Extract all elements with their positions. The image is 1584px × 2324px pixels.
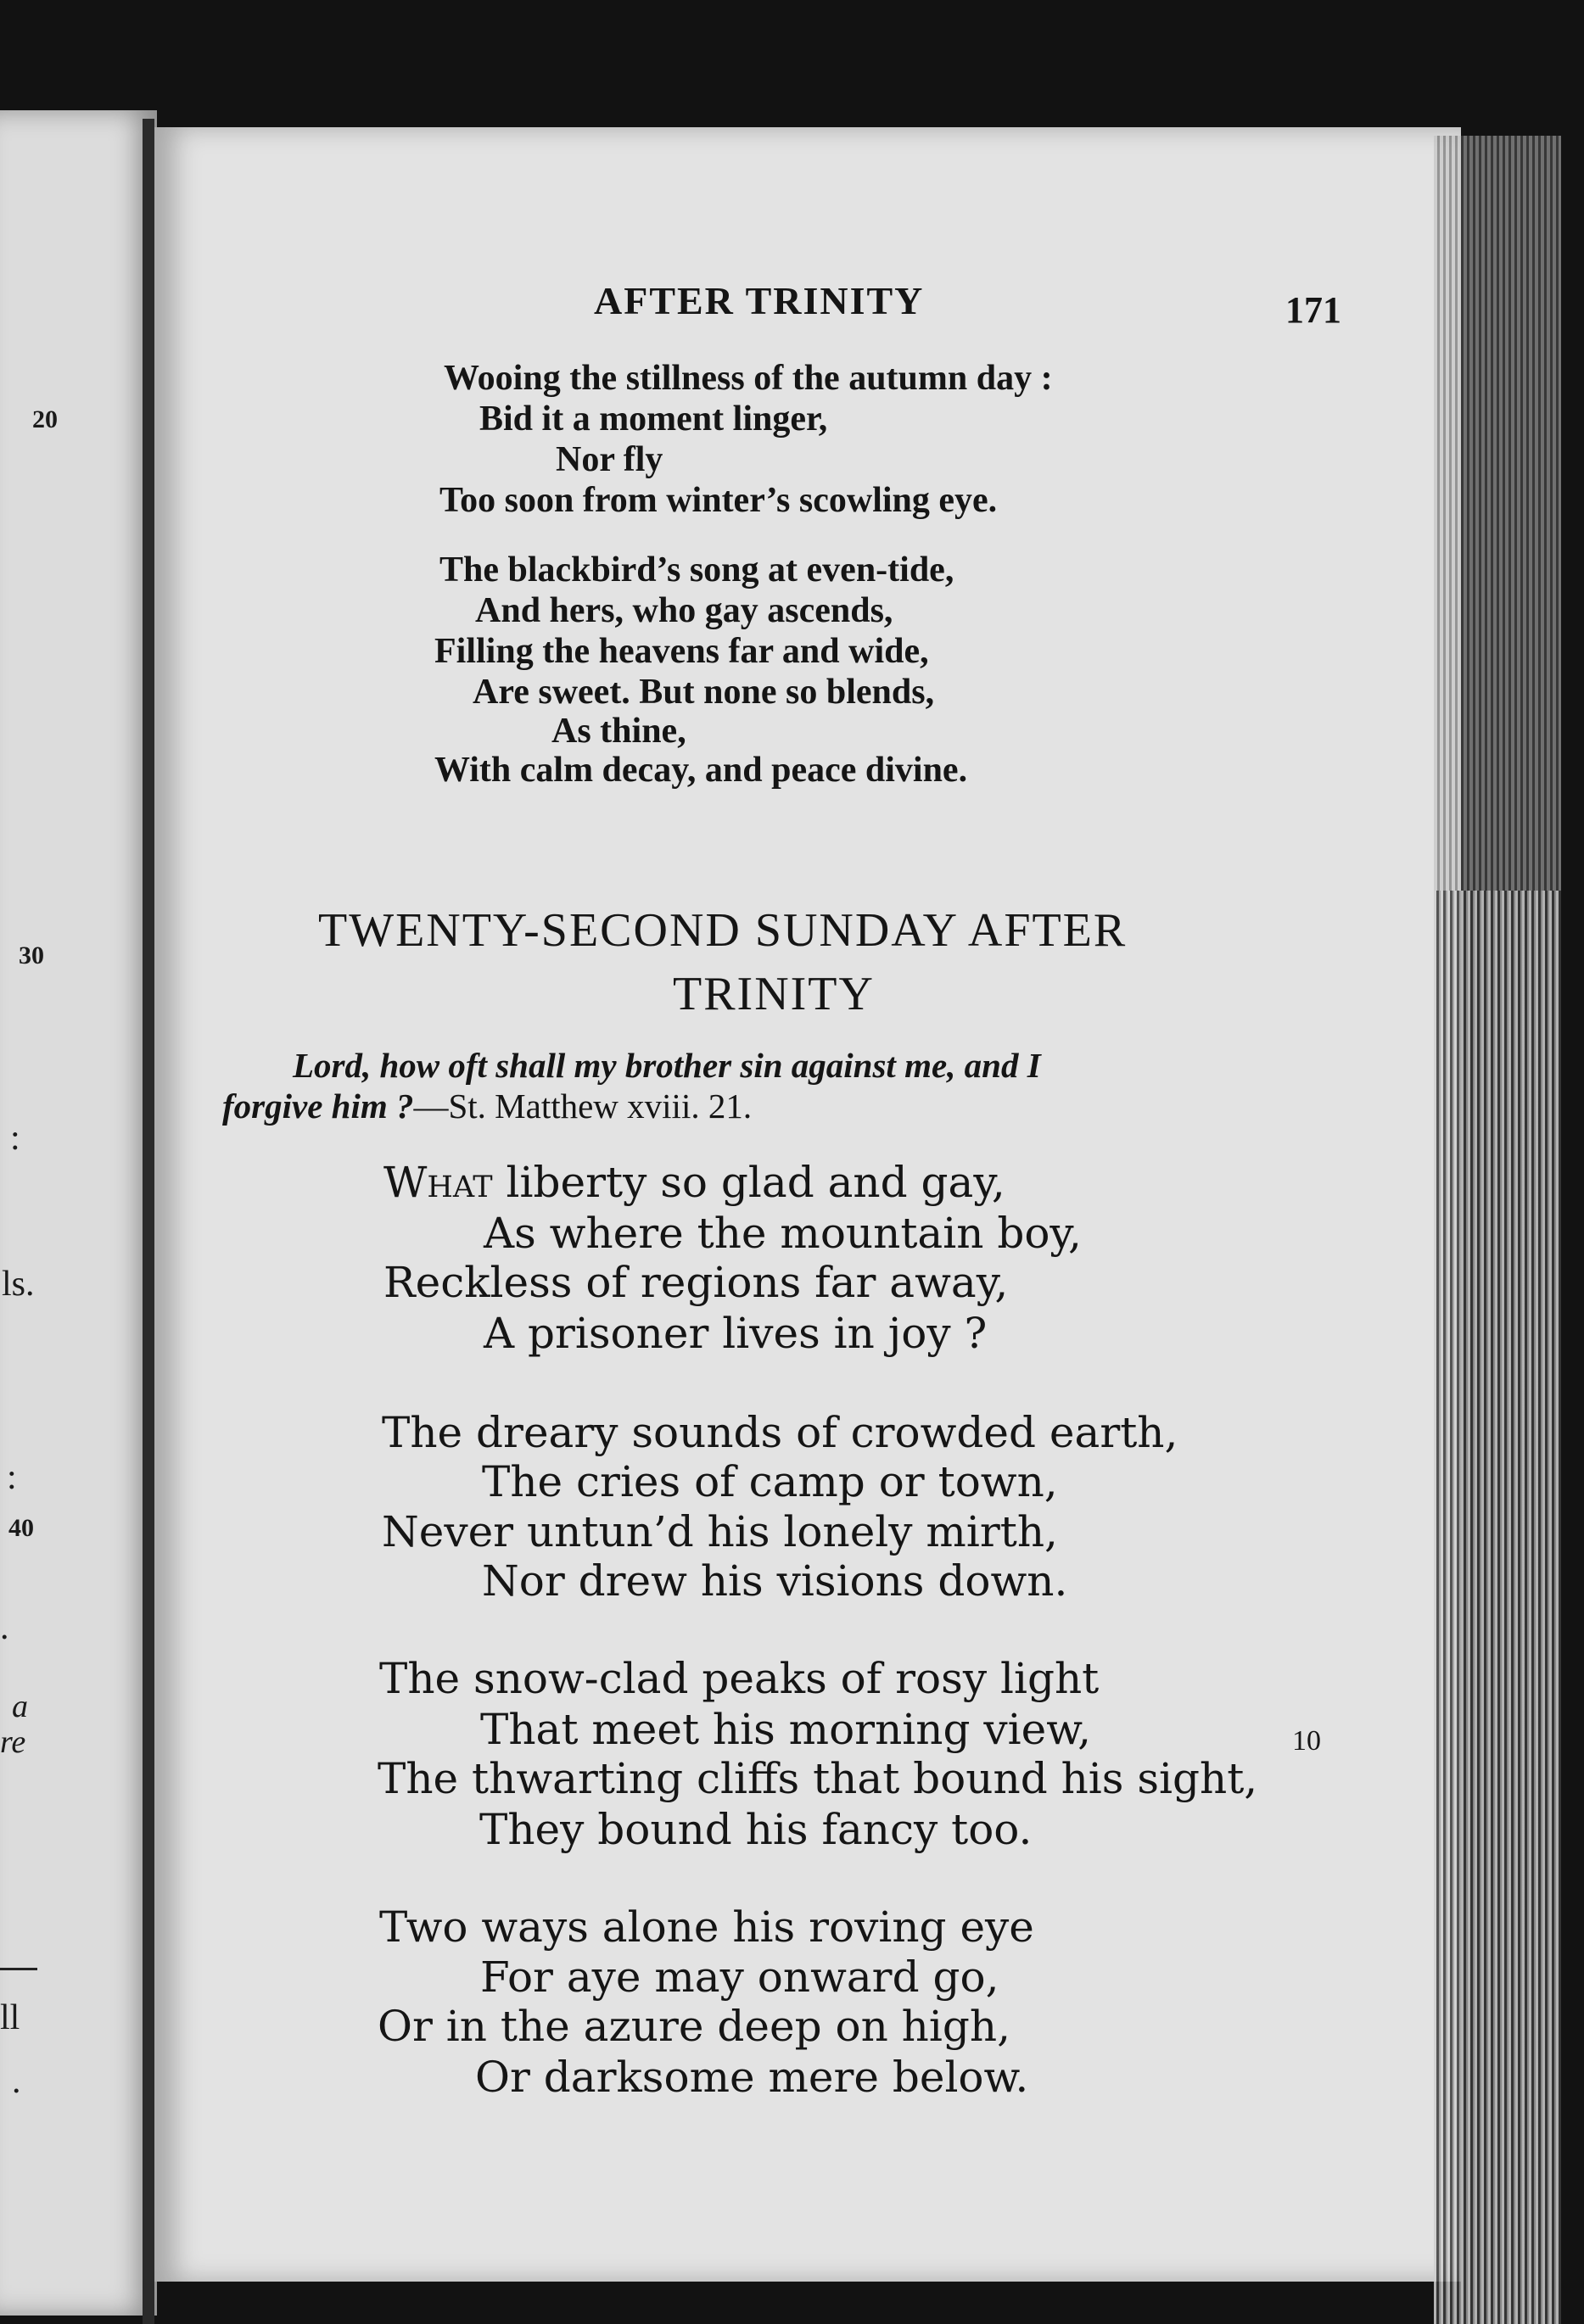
page-edges-upper (1434, 136, 1561, 891)
poem-line: The dreary sounds of crowded earth, (382, 1408, 1178, 1457)
margin-line-number: 30 (19, 941, 44, 969)
margin-fragment: re (0, 1724, 26, 1760)
running-head: AFTER TRINITY (594, 279, 925, 322)
section-title: TWENTY-SECOND SUNDAY AFTER (318, 904, 1128, 957)
facing-page (0, 110, 157, 2316)
line-number: 10 (1292, 1725, 1321, 1757)
poem-line: Too soon from winter’s scowling eye. (439, 481, 998, 520)
epigraph-quote-end: forgive him ? (222, 1087, 414, 1126)
margin-fragment: a (12, 1689, 28, 1724)
poem-line: For aye may onward go, (480, 1952, 999, 2002)
margin-fragment: ls. (2, 1265, 35, 1304)
poem-line: Are sweet. But none so blends, (473, 673, 935, 712)
poem-line: Two ways alone his roving eye (379, 1902, 1034, 1952)
page-edges (1434, 891, 1561, 2324)
poem-line: Or in the azure deep on high, (378, 2002, 1010, 2051)
poem-line: As where the mountain boy, (484, 1209, 1082, 1258)
poem-line: And hers, who gay ascends, (475, 591, 893, 630)
margin-fragment: . (0, 1608, 9, 1647)
poem-line: With calm decay, and peace divine. (434, 751, 968, 790)
poem-line: Wooing the stillness of the autumn day : (444, 359, 1053, 398)
poem-line (383, 1158, 1005, 1207)
poem-line: As thine, (551, 712, 686, 751)
poem-line: A prisoner lives in joy ? (484, 1309, 988, 1358)
epigraph-source: —St. Matthew xviii. 21. (413, 1087, 753, 1126)
poem-line: The blackbird’s song at even-tide, (439, 550, 954, 589)
poem-line: Reckless of regions far away, (383, 1258, 1009, 1307)
epigraph-quote: Lord, how oft shall my brother sin against me, and I (293, 1046, 1041, 1085)
poem-line-text: liberty so glad and gay, (492, 1158, 1005, 1207)
poem-line: The snow-clad peaks of rosy light (379, 1654, 1100, 1703)
book-gutter (143, 119, 154, 2324)
poem-line: Nor fly (556, 440, 663, 479)
poem-line: That meet his morning view, (480, 1705, 1091, 1754)
page-number: 171 (1285, 289, 1341, 331)
margin-fragment: . (12, 2062, 21, 2101)
poem-line: The cries of camp or town, (482, 1457, 1058, 1506)
epigraph-line2 (222, 1086, 752, 1126)
margin-fragment: : (7, 1458, 17, 1497)
margin-line-number: 20 (32, 405, 58, 433)
poem-line: The thwarting cliffs that bound his sight, (378, 1754, 1258, 1803)
poem-line: They bound his fancy too. (479, 1805, 1033, 1854)
margin-rule (0, 1968, 37, 1970)
margin-line-number: 40 (8, 1514, 34, 1542)
poem-line: Or darksome mere below. (475, 2053, 1029, 2102)
poem-opening-word: What (383, 1158, 493, 1207)
poem-line: Never untun’d his lonely mirth, (382, 1507, 1058, 1556)
section-title-continued: TRINITY (673, 968, 875, 1020)
poem-line: Filling the heavens far and wide, (434, 632, 929, 671)
margin-fragment: : (10, 1119, 20, 1158)
margin-fragment: ll (0, 1998, 20, 2037)
poem-line: Nor drew his visions down. (482, 1556, 1068, 1606)
poem-line: Bid it a moment linger, (479, 399, 828, 439)
